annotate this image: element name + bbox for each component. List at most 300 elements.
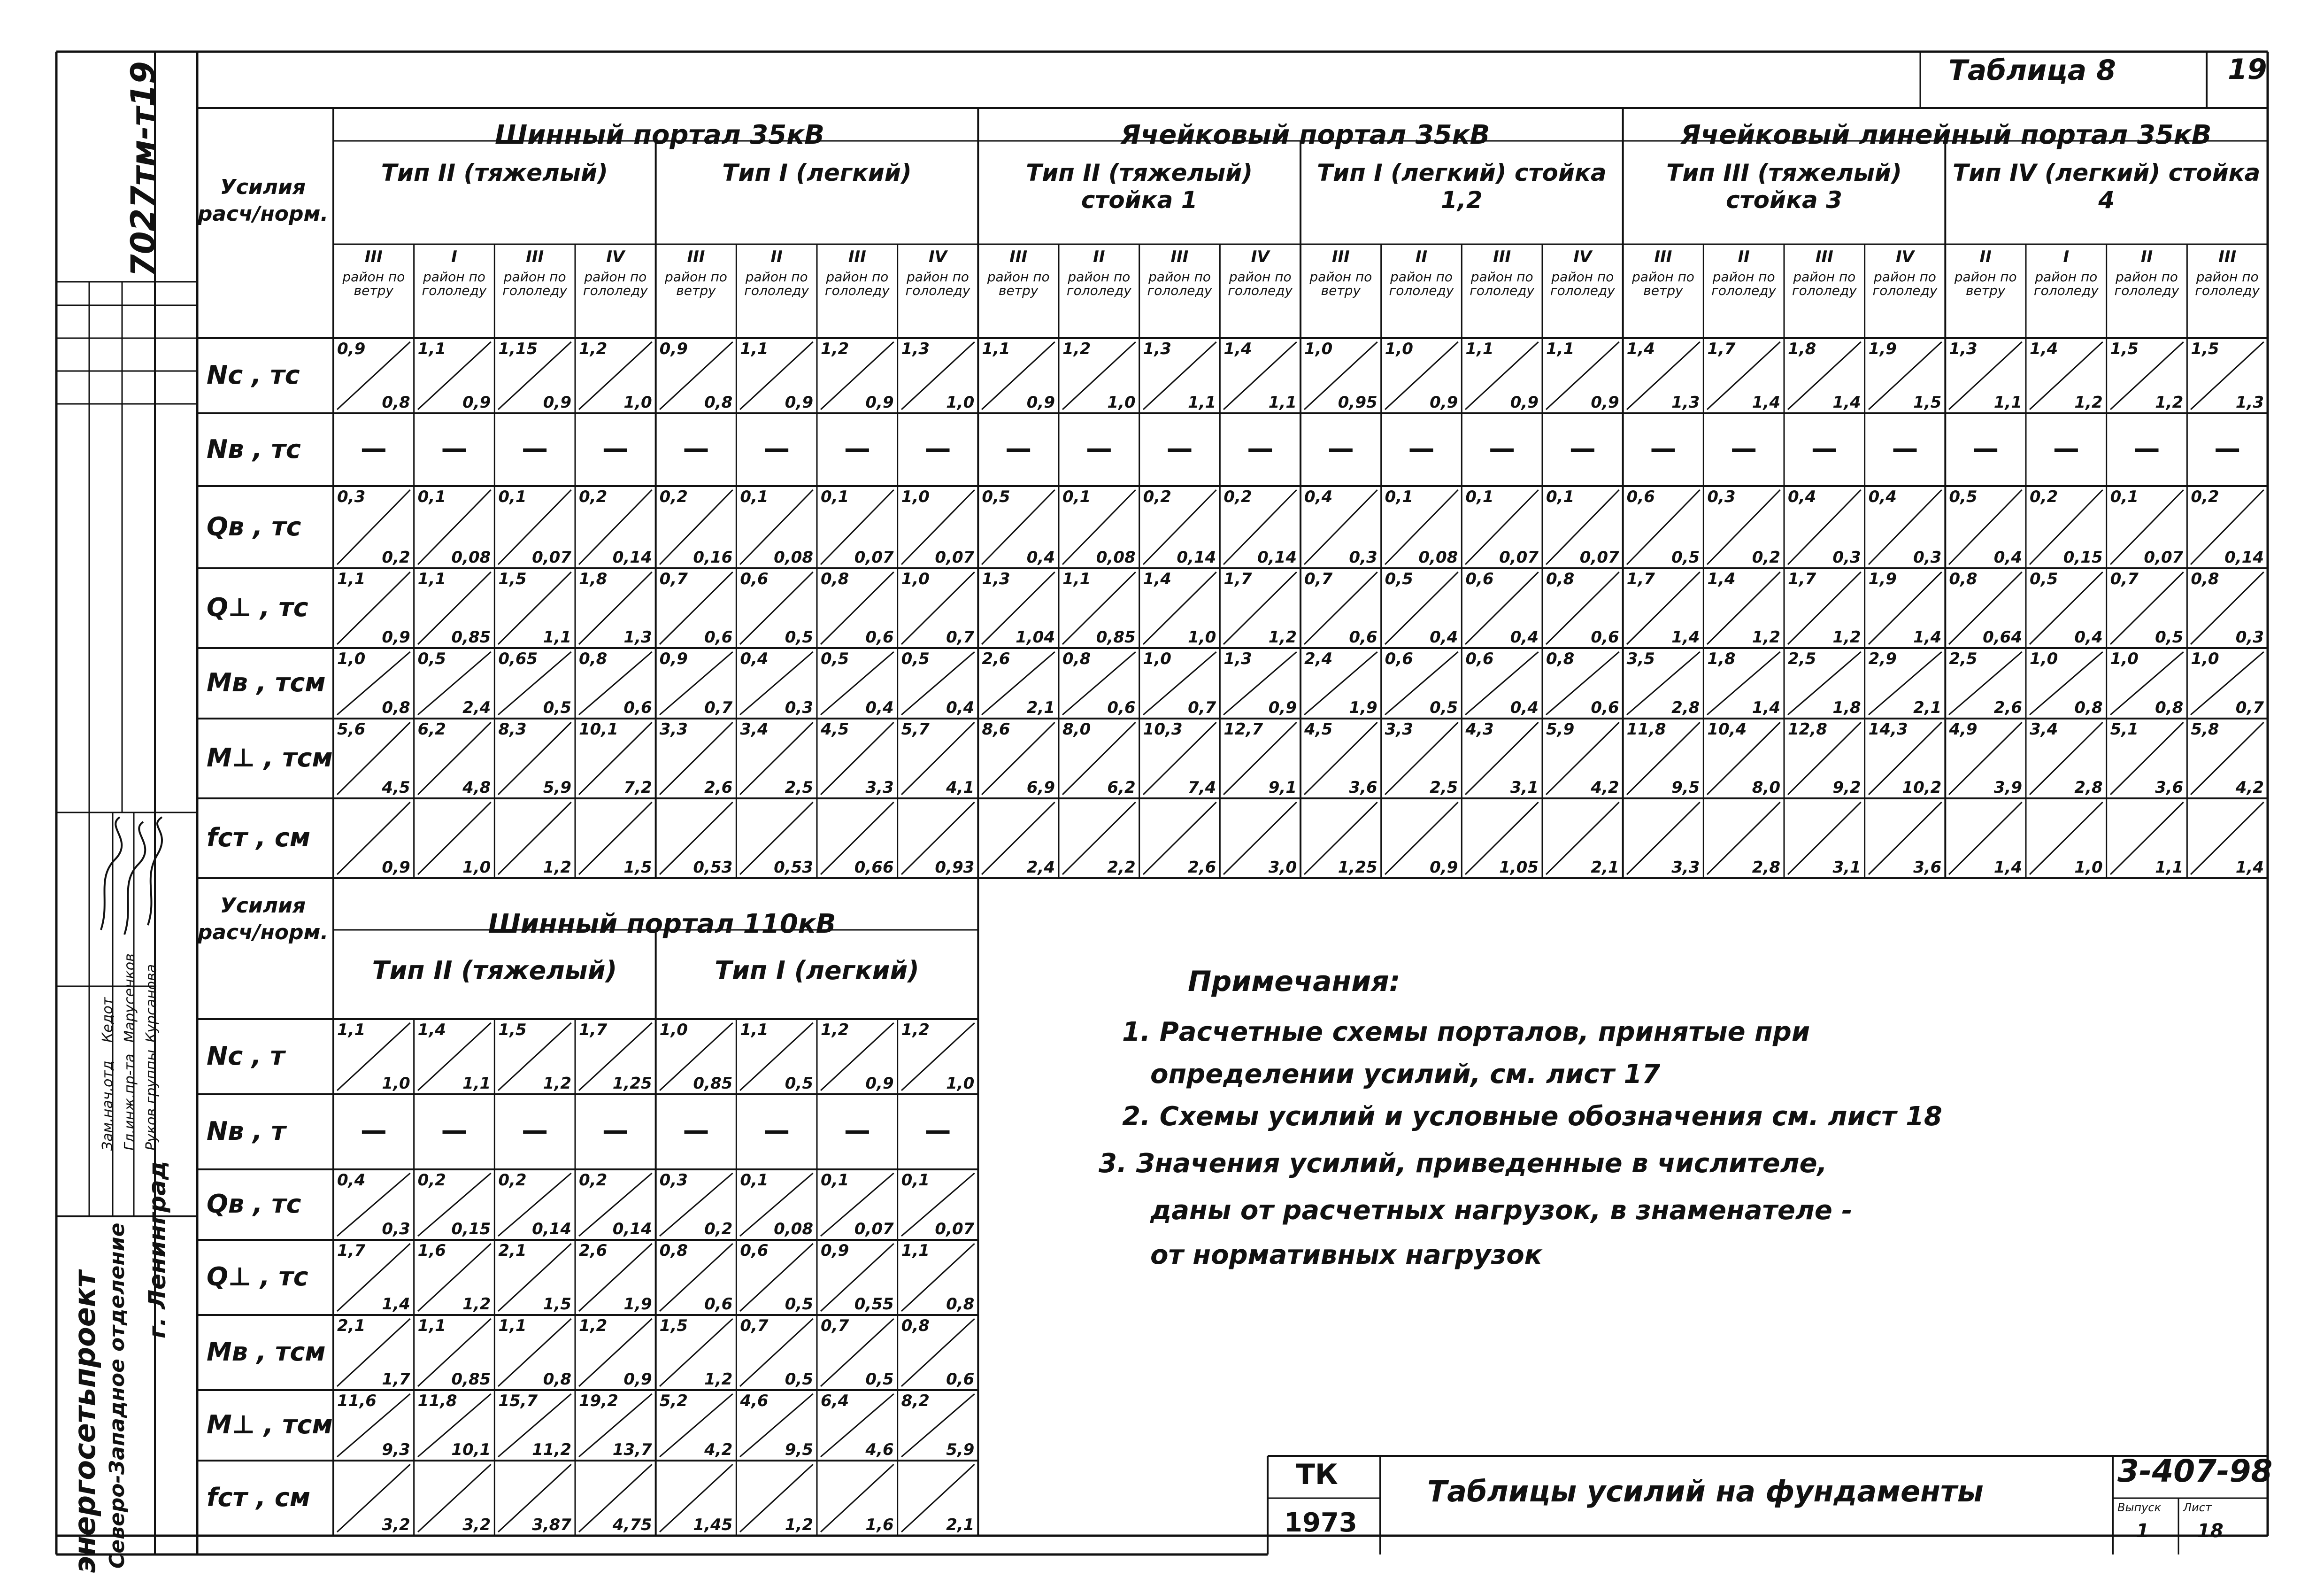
cell-denominator: 0,5 [865,1370,894,1389]
column-region: район по ветру [665,269,727,299]
cell-denominator: 1,1 [462,1074,491,1093]
column-roman: IV [1251,247,1270,266]
cell-denominator: 1,3 [2235,393,2264,412]
value-cell [1623,486,1704,568]
value-cell [1059,648,1139,719]
value-cell [1301,719,1381,798]
cell-numerator: 1,0 [1385,340,1413,358]
value-cell [898,1390,978,1461]
cell-denominator: 1,7 [382,1370,410,1389]
cell-denominator: 0,7 [2235,698,2264,717]
stamp-role-1: Зам.нач.отд [100,1060,116,1151]
cell-numerator: 0,6 [1465,650,1494,668]
cell-dash: — [1811,433,1838,464]
value-cell [817,648,898,719]
value-cell [898,1169,978,1240]
value-cell [2026,648,2107,719]
value-cell [2187,719,2268,798]
value-cell [1784,648,1865,719]
cell-numerator: 2,5 [1949,650,1978,668]
cell-dash: — [360,433,387,464]
column-region: район по гололеду [2114,269,2179,299]
cell-denominator: 1,5 [1913,393,1942,412]
cell-denominator: 0,4 [1993,548,2022,567]
cell-numerator: 1,2 [579,1316,608,1335]
cell-numerator: 0,4 [337,1171,366,1190]
cell-numerator: 6,4 [821,1392,849,1410]
cell-denominator: 0,9 [785,393,813,412]
year-label: 1973 [1284,1508,1357,1538]
cell-numerator: 1,7 [1707,340,1736,358]
cell-denominator: 1,3 [1671,393,1700,412]
cell-denominator: 0,4 [865,698,894,717]
cell-denominator: 0,5 [785,1074,813,1093]
value-cell [656,1390,737,1461]
value-cell [575,1315,656,1390]
value-cell [656,1315,737,1390]
cell-numerator: 1,7 [337,1241,366,1260]
cell-numerator: 0,6 [740,570,769,588]
cell-denominator: 3,3 [865,778,894,797]
value-cell [898,798,978,878]
cell-numerator: 1,3 [1949,340,1978,358]
value-cell [2026,338,2107,413]
value-cell [978,568,1059,648]
value-cell [575,1169,656,1240]
cell-denominator: 0,14 [1257,548,1297,567]
cell-denominator: 0,5 [543,698,571,717]
type-header: Тип III (тяжелый) стойка 3 [1666,159,1902,214]
cell-denominator: 2,1 [1026,698,1055,717]
value-cell [333,1461,414,1536]
cell-numerator: 0,9 [821,1241,849,1260]
value-cell [817,798,898,878]
value-cell [817,1461,898,1536]
value-cell [898,1240,978,1315]
cell-numerator: 11,8 [1626,720,1666,739]
cell-numerator: 5,2 [659,1392,688,1410]
cell-dash: — [1327,433,1354,464]
value-cell [494,798,575,878]
list-label: Лист [2183,1501,2212,1514]
organization-name: энергосетьпроект [68,1270,102,1573]
value-cell [736,798,817,878]
cell-denominator: 1,3 [623,628,652,647]
cell-numerator: 0,8 [901,1316,930,1335]
cell-denominator: 8,0 [1752,778,1780,797]
column-region: район по гололеду [1066,269,1131,299]
cell-dash: — [763,1115,790,1146]
cell-denominator: 1,4 [1752,698,1780,717]
column-region: район по гололеду [2195,269,2260,299]
cell-numerator: 0,8 [1949,570,1978,588]
value-cell [817,486,898,568]
value-cell [575,798,656,878]
cell-denominator: 1,0 [623,393,652,412]
cell-denominator: 0,4 [946,698,975,717]
cell-denominator: 4,8 [462,778,491,797]
cell-numerator: 0,2 [2030,487,2058,506]
column-roman: III [848,247,866,266]
value-cell [1059,486,1139,568]
value-cell [1623,648,1704,719]
cell-dash: — [1247,433,1274,464]
cell-denominator: 0,6 [865,628,894,647]
cell-denominator: 9,5 [1671,778,1700,797]
value-cell [656,338,737,413]
value-cell [333,1390,414,1461]
cell-denominator: 0,8 [382,393,410,412]
value-cell [1139,798,1220,878]
cell-denominator: 5,9 [543,778,571,797]
cell-numerator: 1,4 [1224,340,1252,358]
value-cell [1784,486,1865,568]
value-cell [1703,719,1784,798]
value-cell [333,1315,414,1390]
value-cell [656,1019,737,1094]
cell-numerator: 1,1 [1062,570,1091,588]
cell-numerator: 1,0 [1143,650,1171,668]
cell-dash: — [2053,433,2079,464]
cell-denominator: 1,2 [543,858,571,877]
value-cell [333,338,414,413]
cell-denominator: 0,9 [1430,393,1458,412]
cell-denominator: 2,8 [1752,858,1780,877]
value-cell [575,1390,656,1461]
cell-denominator: 0,07 [854,548,894,567]
cell-denominator: 1,1 [1993,393,2022,412]
cell-denominator: 11,2 [532,1440,571,1459]
cell-denominator: 0,6 [1591,628,1619,647]
cell-denominator: 9,2 [1832,778,1861,797]
cell-denominator: 0,5 [785,628,813,647]
column-roman: IV [1573,247,1592,266]
row-label: Qв , тс [207,511,301,541]
cell-numerator: 1,1 [498,1316,527,1335]
value-cell [494,1390,575,1461]
cell-dash: — [522,433,548,464]
cell-numerator: 1,9 [1868,340,1897,358]
value-cell [2107,486,2187,568]
cell-denominator: 0,6 [704,1295,733,1314]
column-region: район по гололеду [502,269,568,299]
column-roman: II [1093,247,1105,266]
cell-numerator: 0,6 [1465,570,1494,588]
cell-denominator: 0,9 [543,393,571,412]
upper-head-label: Усилия расч/норм. [197,175,329,226]
note-line-1: 1. Расчетные схемы порталов, принятые при [1122,1017,1810,1047]
value-cell [736,1390,817,1461]
cell-numerator: 6,2 [417,720,446,739]
cell-numerator: 0,2 [498,1171,527,1190]
value-cell [414,568,495,648]
value-cell [1139,486,1220,568]
cell-denominator: 0,9 [1026,393,1055,412]
value-cell [1059,798,1139,878]
notes-title: Примечания: [1188,965,1401,998]
group-bus-portal-110: Шинный портал 110кВ [488,909,836,939]
column-region: район по ветру [1309,269,1372,299]
cell-numerator: 0,2 [2191,487,2219,506]
value-cell [1784,568,1865,648]
row-label: M⊥ , тсм [207,1410,333,1439]
cell-denominator: 9,3 [382,1440,410,1459]
cell-denominator: 0,08 [1096,548,1136,567]
cell-denominator: 0,66 [854,858,894,877]
cell-denominator: 0,4 [1510,698,1539,717]
value-cell [1381,338,1462,413]
cell-dash: — [683,433,709,464]
cell-denominator: 0,4 [1510,628,1539,647]
cell-denominator: 0,9 [382,628,410,647]
value-cell [333,568,414,648]
column-roman: III [1654,247,1672,266]
cell-denominator: 3,2 [382,1516,410,1534]
value-cell [736,486,817,568]
value-cell [575,648,656,719]
value-cell [1059,338,1139,413]
cell-dash: — [1408,433,1435,464]
cell-numerator: 0,1 [1062,487,1091,506]
value-cell [333,1169,414,1240]
page-number: 19 [2228,53,2267,86]
value-cell [817,338,898,413]
cell-numerator: 1,0 [2030,650,2058,668]
cell-numerator: 0,7 [659,570,688,588]
value-cell [1703,338,1784,413]
cell-denominator: 0,8 [543,1370,571,1389]
column-region: район по гололеду [1711,269,1777,299]
cell-denominator: 2,1 [946,1516,975,1534]
cell-numerator: 1,2 [1062,340,1091,358]
cell-denominator: 1,2 [704,1370,733,1389]
value-cell [333,798,414,878]
cell-dash: — [924,1115,951,1146]
value-cell [736,1019,817,1094]
column-roman: I [451,247,457,266]
value-cell [978,486,1059,568]
cell-numerator: 14,3 [1868,720,1908,739]
cell-denominator: 1,2 [1752,628,1780,647]
stamp-role-3: Руков.группы [143,1049,160,1151]
cell-denominator: 0,5 [2155,628,2184,647]
value-cell [2107,798,2187,878]
cell-numerator: 0,5 [417,650,446,668]
cell-denominator: 0,9 [865,393,894,412]
cell-denominator: 2,8 [1671,698,1700,717]
value-cell [656,1461,737,1536]
cell-denominator: 4,2 [1591,778,1619,797]
cell-numerator: 4,5 [821,720,849,739]
cell-dash: — [763,433,790,464]
group-cell-line-portal-35: Ячейковый линейный портал 35кВ [1680,120,2212,150]
value-cell [1462,486,1542,568]
cell-dash: — [1166,433,1193,464]
value-cell [494,1461,575,1536]
column-roman: III [2218,247,2237,266]
cell-denominator: 0,15 [451,1220,491,1238]
value-cell [1381,719,1462,798]
cell-numerator: 1,3 [982,570,1010,588]
cell-denominator: 6,9 [1026,778,1055,797]
cell-numerator: 0,4 [1788,487,1816,506]
list-value: 18 [2197,1520,2224,1542]
type-header: Тип II (тяжелый) стойка 1 [1026,159,1253,214]
value-cell [414,719,495,798]
value-cell [494,648,575,719]
value-cell [1139,648,1220,719]
cell-denominator: 9,5 [785,1440,813,1459]
value-cell [1784,798,1865,878]
stamp-name-2: Марусенков [122,953,138,1043]
cell-numerator: 1,4 [2030,340,2058,358]
cell-numerator: 0,5 [2030,570,2058,588]
value-cell [817,1390,898,1461]
cell-numerator: 0,4 [1304,487,1333,506]
value-cell [736,338,817,413]
value-cell [1865,338,1946,413]
cell-numerator: 0,6 [1385,650,1413,668]
row-label: Nc , т [207,1041,285,1071]
drawing-code: 3-407-98 [2117,1453,2273,1489]
value-cell [1865,648,1946,719]
cell-numerator: 3,4 [2030,720,2058,739]
value-cell [1703,798,1784,878]
cell-numerator: 3,5 [1626,650,1655,668]
cell-numerator: 2,1 [498,1241,527,1260]
cell-dash: — [602,1115,629,1146]
cell-denominator: 0,4 [1026,548,1055,567]
cell-numerator: 0,2 [579,487,608,506]
value-cell [656,648,737,719]
column-region: район по гололеду [2033,269,2099,299]
value-cell [414,338,495,413]
column-roman: III [687,247,705,266]
value-cell [1542,648,1623,719]
column-roman: III [1009,247,1028,266]
value-cell [1623,719,1704,798]
cell-dash: — [2133,433,2160,464]
cell-denominator: 1,2 [2074,393,2103,412]
cell-numerator: 3,3 [1385,720,1413,739]
cell-denominator: 4,1 [946,778,975,797]
value-cell [1220,568,1301,648]
cell-dash: — [2214,433,2241,464]
cell-denominator: 0,85 [1096,628,1136,647]
column-region: район по гололеду [1228,269,1293,299]
cell-denominator: 0,08 [774,1220,813,1238]
cell-numerator: 1,0 [901,570,930,588]
cell-numerator: 19,2 [579,1392,618,1410]
cell-numerator: 3,3 [659,720,688,739]
cell-numerator: 0,2 [659,487,688,506]
cell-denominator: 1,6 [865,1516,894,1534]
cell-denominator: 2,8 [2074,778,2103,797]
table-number: Таблица 8 [1948,54,2116,87]
cell-denominator: 3,6 [2155,778,2184,797]
cell-denominator: 1,25 [612,1074,652,1093]
cell-numerator: 1,1 [901,1241,930,1260]
cell-numerator: 1,5 [2191,340,2219,358]
cell-numerator: 8,6 [982,720,1010,739]
cell-numerator: 4,3 [1465,720,1494,739]
cell-numerator: 1,15 [498,340,538,358]
cell-denominator: 1,4 [1913,628,1942,647]
value-cell [1623,568,1704,648]
value-cell [736,1461,817,1536]
cell-numerator: 1,1 [337,570,366,588]
cell-denominator: 0,3 [382,1220,410,1238]
cell-denominator: 0,4 [2074,628,2103,647]
cell-denominator: 0,07 [532,548,571,567]
value-cell [2107,568,2187,648]
type-header: Тип II (тяжелый) [372,956,617,985]
cell-dash: — [1972,433,1999,464]
cell-denominator: 1,0 [382,1074,410,1093]
cell-denominator: 0,08 [1418,548,1458,567]
value-cell [494,719,575,798]
cell-numerator: 2,5 [1788,650,1816,668]
cell-numerator: 1,1 [740,1021,769,1039]
row-label: Mв , тсм [207,668,326,697]
value-cell [1139,568,1220,648]
value-cell [2187,798,2268,878]
column-region: район по ветру [342,269,405,299]
cell-denominator: 0,07 [854,1220,894,1238]
value-cell [1945,719,2026,798]
row-label: fст , см [207,823,311,852]
cell-denominator: 0,64 [1983,628,2022,647]
cell-numerator: 10,1 [579,720,618,739]
cell-dash: — [1731,433,1757,464]
value-cell [656,486,737,568]
cell-denominator: 0,5 [785,1295,813,1314]
value-cell [1059,719,1139,798]
column-roman: II [770,247,783,266]
cell-numerator: 1,0 [659,1021,688,1039]
row-label: Nв , т [207,1116,286,1146]
value-cell [736,719,817,798]
value-cell [575,338,656,413]
cell-numerator: 0,8 [659,1241,688,1260]
value-cell [2026,486,2107,568]
value-cell [494,486,575,568]
cell-numerator: 4,9 [1949,720,1978,739]
value-cell [1381,798,1462,878]
row-label: Qв , тс [207,1189,301,1219]
tk-label: ТК [1296,1458,1338,1491]
cell-numerator: 1,2 [821,340,849,358]
cell-denominator: 2,1 [1913,698,1942,717]
cell-denominator: 1,2 [543,1074,571,1093]
cell-denominator: 7,4 [1188,778,1216,797]
value-cell [494,1019,575,1094]
cell-dash: — [683,1115,709,1146]
cell-denominator: 0,5 [1671,548,1700,567]
value-cell [1542,719,1623,798]
cell-numerator: 1,6 [417,1241,446,1260]
cell-denominator: 1,45 [693,1516,733,1534]
cell-denominator: 0,16 [693,548,733,567]
cell-denominator: 0,93 [935,858,975,877]
value-cell [817,719,898,798]
cell-denominator: 3,0 [1268,858,1297,877]
cell-denominator: 0,7 [704,698,733,717]
cell-numerator: 1,3 [1224,650,1252,668]
cell-denominator: 0,9 [382,858,410,877]
value-cell [414,1240,495,1315]
cell-denominator: 4,2 [704,1440,733,1459]
